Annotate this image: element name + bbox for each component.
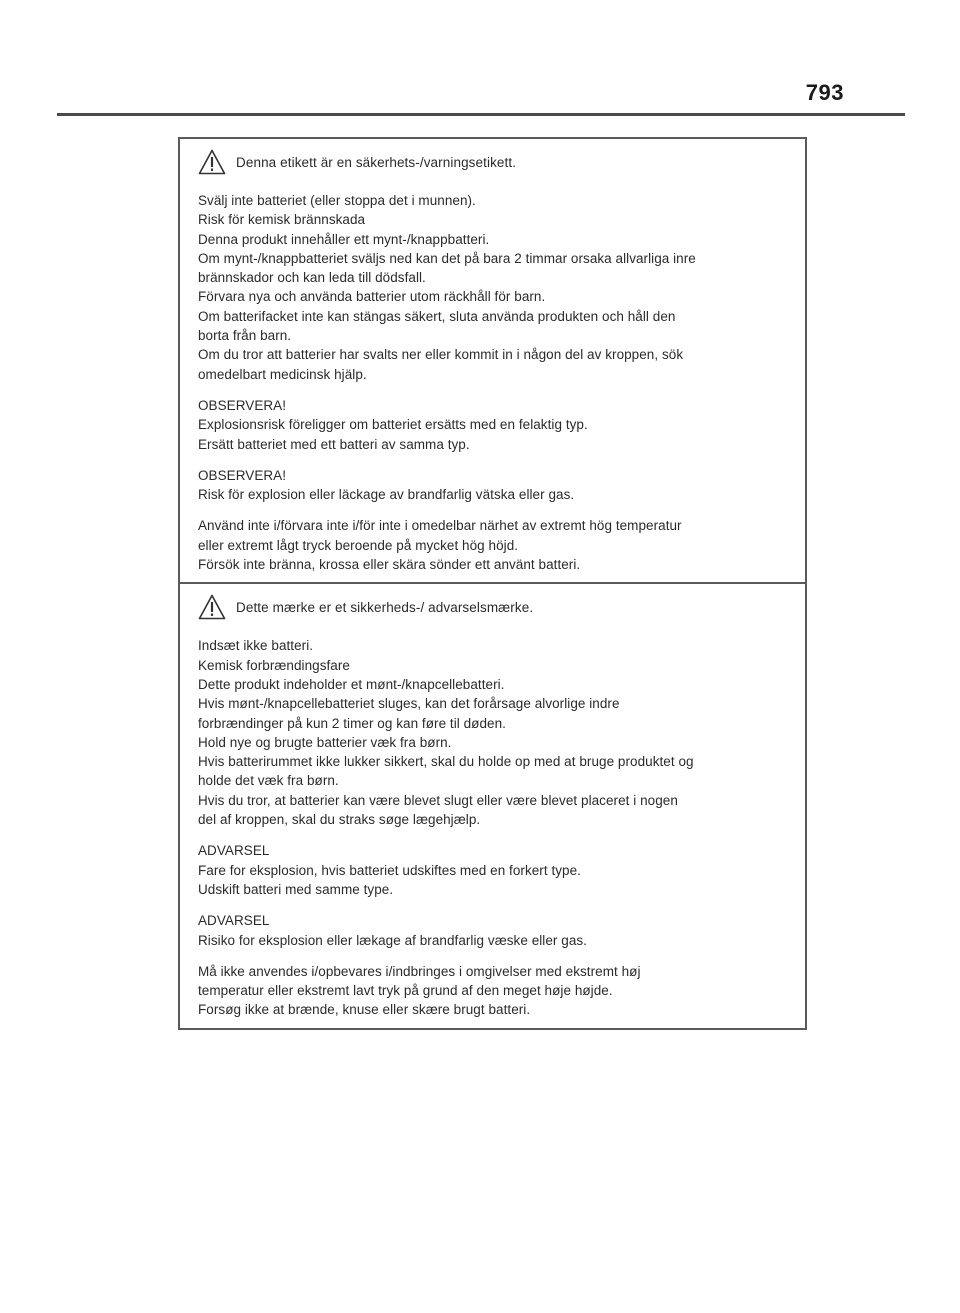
label-text-line: Hvis mønt-/knapcellebatteriet sluges, kan det forårsage alvorlige indre — [198, 696, 620, 712]
label-text-line: Hvis du tror, at batterier kan være blevet slugt eller være blevet placeret i nogen — [198, 792, 678, 808]
label-title-row — [198, 592, 787, 622]
paragraph-gap — [198, 829, 787, 841]
label-text-line: Om batterifacket inte kan stängas säkert, sluta använda produkten och håll den — [198, 308, 676, 324]
paragraph-gap — [198, 384, 787, 396]
label-text-line: Dette produkt indeholder et mønt-/knapcellebatteri. — [198, 676, 505, 692]
label-text-line: Risiko for eksplosion eller lækage af brandfarlig væske eller gas. — [198, 932, 587, 948]
label-text-line: forbrændinger på kun 2 timer og kan føre til døden. — [198, 715, 506, 731]
label-text-line: Om mynt-/knappbatteriet sväljs ned kan det på bara 2 timmar orsaka allvarliga inre — [198, 250, 696, 266]
label-text-line: Risk för kemisk brännskada — [198, 212, 366, 228]
label-text-line: omedelbart medicinsk hjälp. — [198, 366, 367, 382]
label-text-line: OBSERVERA! — [198, 397, 287, 413]
label-text-line: holde det væk fra børn. — [198, 773, 339, 789]
label-text-line: brännskador och kan leda till dödsfall. — [198, 270, 426, 286]
label-text-line: Må ikke anvendes i/opbevares i/indbringes i omgivelser med ekstremt høj — [198, 963, 641, 979]
paragraph-gap — [198, 454, 787, 466]
label-text-line: Svälj inte batteriet (eller stoppa det i munnen). — [198, 193, 476, 208]
label-text-line: ADVARSEL — [198, 843, 270, 859]
page-number: 793 — [805, 80, 844, 105]
warning-triangle-icon — [198, 594, 226, 620]
label-text-line: Ersätt batteriet med ett batteri av samma typ. — [198, 436, 470, 452]
label-title-row — [198, 147, 787, 177]
label-body — [198, 191, 787, 574]
warning-triangle-icon — [198, 149, 226, 175]
label-text-line: Udskift batteri med samme type. — [198, 881, 394, 897]
label-text-line: Förvara nya och använda batterier utom räckhåll för barn. — [198, 289, 546, 305]
label-text-line: Explosionsrisk föreligger om batteriet ersätts med en felaktig typ. — [198, 417, 588, 433]
label-text-line: Om du tror att batterier har svalts ner eller kommit in i någon del av kroppen, sök — [198, 347, 684, 363]
label-text-line: borta från barn. — [198, 328, 292, 344]
header-rule — [57, 113, 905, 116]
label-section-danish — [180, 582, 805, 1027]
label-text-line: temperatur eller ekstremt lavt tryk på grund af den meget høje højde. — [198, 983, 613, 999]
paragraph-gap — [198, 950, 787, 962]
label-text-line: Försök inte bränna, krossa eller skära sönder ett använt batteri. — [198, 557, 581, 573]
label-text-line: Hold nye og brugte batterier væk fra børn. — [198, 734, 452, 750]
label-text-line: Risk för explosion eller läckage av brandfarlig vätska eller gas. — [198, 487, 575, 503]
label-section-swedish — [180, 139, 805, 582]
label-text-line: Forsøg ikke at brænde, knuse eller skære brugt batteri. — [198, 1002, 531, 1018]
label-text-line: Fare for eksplosion, hvis batteriet udskiftes med en forkert type. — [198, 862, 581, 878]
label-text-line: del af kroppen, skal du straks søge lægehjælp. — [198, 812, 481, 828]
label-text-line: Indsæt ikke batteri. — [198, 638, 314, 654]
safety-label-box — [178, 137, 807, 1030]
paragraph-gap — [198, 899, 787, 911]
label-text-line: eller extremt lågt tryck beroende på mycket hög höjd. — [198, 537, 519, 553]
label-text-line: OBSERVERA! — [198, 467, 287, 483]
label-text-line: Kemisk forbrændingsfare — [198, 657, 350, 673]
label-body — [198, 636, 787, 1019]
label-text-line: ADVARSEL — [198, 913, 270, 929]
paragraph-gap — [198, 504, 787, 516]
label-text-line: Använd inte i/förvara inte i/för inte i omedelbar närhet av extremt hög temperatur — [198, 518, 682, 534]
label-text-line: Denna produkt innehåller ett mynt-/knappbatteri. — [198, 231, 490, 247]
label-title: Denna etikett är en säkerhets-/varningsetikett. — [236, 154, 517, 170]
label-title: Dette mærke er et sikkerheds-/ advarselsmærke. — [236, 599, 534, 615]
label-text-line: Hvis batterirummet ikke lukker sikkert, skal du holde op med at bruge produktet og — [198, 754, 694, 770]
